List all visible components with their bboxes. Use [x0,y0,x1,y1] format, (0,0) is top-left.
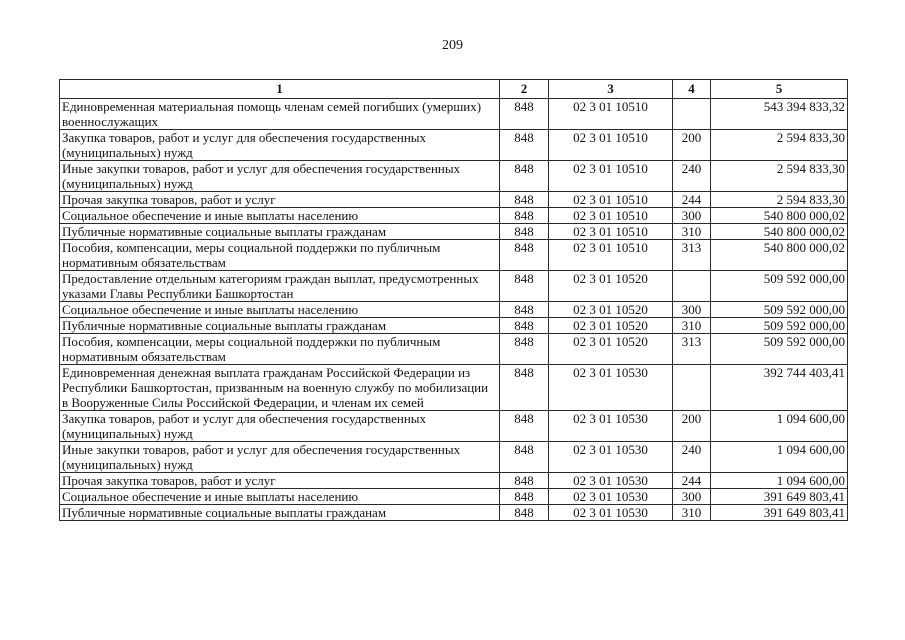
row-amount-cell: 1 094 600,00 [711,442,848,473]
row-amount-cell: 2 594 833,30 [711,192,848,208]
row-target-code-cell: 02 3 01 10530 [549,505,673,521]
row-expense-type-cell [673,99,711,130]
row-gr-code-cell: 848 [500,161,549,192]
row-amount-cell: 392 744 403,41 [711,365,848,411]
row-name-cell: Социальное обеспечение и иные выплаты населению [60,302,500,318]
table-row [60,224,848,240]
row-amount-cell: 509 592 000,00 [711,302,848,318]
row-gr-code-cell: 848 [500,99,549,130]
row-gr-code-cell: 848 [500,505,549,521]
row-target-code-cell: 02 3 01 10520 [549,318,673,334]
row-name-cell: Прочая закупка товаров, работ и услуг [60,473,500,489]
row-target-code-cell: 02 3 01 10530 [549,365,673,411]
row-target-code-cell: 02 3 01 10510 [549,130,673,161]
table-row [60,271,848,302]
row-name-cell: Социальное обеспечение и иные выплаты населению [60,489,500,505]
row-name-cell: Предоставление отдельным категориям граждан выплат, предусмотренных указами Главы Республики Башкортостан [60,271,500,302]
table-header [60,80,848,99]
row-gr-code-cell: 848 [500,318,549,334]
row-name-cell: Пособия, компенсации, меры социальной поддержки по публичным нормативным обязательствам [60,334,500,365]
row-gr-code-cell: 848 [500,130,549,161]
row-name-cell: Иные закупки товаров, работ и услуг для обеспечения государственных (муниципальных) нужд [60,161,500,192]
row-expense-type-cell: 313 [673,240,711,271]
row-target-code-cell: 02 3 01 10530 [549,442,673,473]
table-row [60,505,848,521]
table-row [60,489,848,505]
row-name-cell: Пособия, компенсации, меры социальной поддержки по публичным нормативным обязательствам [60,240,500,271]
row-expense-type-cell: 310 [673,224,711,240]
row-target-code-cell: 02 3 01 10510 [549,161,673,192]
row-name-cell: Единовременная денежная выплата гражданам Российской Федерации из Республики Башкортостан, призванным на военную службу по мобилизации в Вооруженные Силы Российской Федерации, и членам их семей [60,365,500,411]
row-expense-type-cell: 313 [673,334,711,365]
row-name-cell: Публичные нормативные социальные выплаты гражданам [60,505,500,521]
table-row [60,192,848,208]
table-row [60,130,848,161]
row-target-code-cell: 02 3 01 10510 [549,208,673,224]
page-number: 209 [442,38,463,53]
table-row [60,318,848,334]
column-header: 5 [711,80,848,99]
row-expense-type-cell: 200 [673,411,711,442]
row-gr-code-cell: 848 [500,208,549,224]
row-expense-type-cell [673,271,711,302]
row-amount-cell: 540 800 000,02 [711,208,848,224]
row-expense-type-cell [673,365,711,411]
row-gr-code-cell: 848 [500,411,549,442]
table-row [60,334,848,365]
row-amount-cell: 509 592 000,00 [711,318,848,334]
row-amount-cell: 509 592 000,00 [711,271,848,302]
row-name-cell: Прочая закупка товаров, работ и услуг [60,192,500,208]
table-row [60,442,848,473]
row-target-code-cell: 02 3 01 10530 [549,489,673,505]
row-expense-type-cell: 310 [673,318,711,334]
row-amount-cell: 540 800 000,02 [711,240,848,271]
row-target-code-cell: 02 3 01 10530 [549,411,673,442]
row-gr-code-cell: 848 [500,365,549,411]
row-expense-type-cell: 310 [673,505,711,521]
row-amount-cell: 1 094 600,00 [711,473,848,489]
table-row [60,302,848,318]
row-expense-type-cell: 300 [673,489,711,505]
row-amount-cell: 540 800 000,02 [711,224,848,240]
row-amount-cell: 391 649 803,41 [711,505,848,521]
row-amount-cell: 543 394 833,32 [711,99,848,130]
row-name-cell: Социальное обеспечение и иные выплаты населению [60,208,500,224]
budget-table [59,79,848,521]
row-target-code-cell: 02 3 01 10510 [549,192,673,208]
row-target-code-cell: 02 3 01 10530 [549,473,673,489]
column-header: 1 [60,80,500,99]
row-expense-type-cell: 240 [673,161,711,192]
table-body [60,99,848,521]
table-row [60,411,848,442]
row-gr-code-cell: 848 [500,192,549,208]
row-expense-type-cell: 300 [673,208,711,224]
row-amount-cell: 1 094 600,00 [711,411,848,442]
row-target-code-cell: 02 3 01 10510 [549,99,673,130]
row-expense-type-cell: 244 [673,192,711,208]
column-header: 2 [500,80,549,99]
row-target-code-cell: 02 3 01 10520 [549,271,673,302]
row-target-code-cell: 02 3 01 10510 [549,240,673,271]
row-name-cell: Иные закупки товаров, работ и услуг для обеспечения государственных (муниципальных) нужд [60,442,500,473]
table-row [60,99,848,130]
row-expense-type-cell: 244 [673,473,711,489]
table-row [60,240,848,271]
column-header: 3 [549,80,673,99]
row-target-code-cell: 02 3 01 10510 [549,224,673,240]
row-name-cell: Закупка товаров, работ и услуг для обеспечения государственных (муниципальных) нужд [60,411,500,442]
row-gr-code-cell: 848 [500,271,549,302]
header-row [60,80,848,99]
row-amount-cell: 509 592 000,00 [711,334,848,365]
row-amount-cell: 2 594 833,30 [711,161,848,192]
row-gr-code-cell: 848 [500,302,549,318]
row-amount-cell: 391 649 803,41 [711,489,848,505]
row-target-code-cell: 02 3 01 10520 [549,334,673,365]
row-expense-type-cell: 200 [673,130,711,161]
row-expense-type-cell: 240 [673,442,711,473]
row-name-cell: Закупка товаров, работ и услуг для обеспечения государственных (муниципальных) нужд [60,130,500,161]
row-gr-code-cell: 848 [500,442,549,473]
row-gr-code-cell: 848 [500,473,549,489]
row-name-cell: Единовременная материальная помощь членам семей погибших (умерших) военнослужащих [60,99,500,130]
row-gr-code-cell: 848 [500,224,549,240]
column-header: 4 [673,80,711,99]
row-target-code-cell: 02 3 01 10520 [549,302,673,318]
table-row [60,208,848,224]
table-row [60,365,848,411]
table-row [60,161,848,192]
row-gr-code-cell: 848 [500,489,549,505]
row-name-cell: Публичные нормативные социальные выплаты гражданам [60,318,500,334]
row-amount-cell: 2 594 833,30 [711,130,848,161]
row-gr-code-cell: 848 [500,240,549,271]
row-expense-type-cell: 300 [673,302,711,318]
table-row [60,473,848,489]
row-name-cell: Публичные нормативные социальные выплаты гражданам [60,224,500,240]
row-gr-code-cell: 848 [500,334,549,365]
